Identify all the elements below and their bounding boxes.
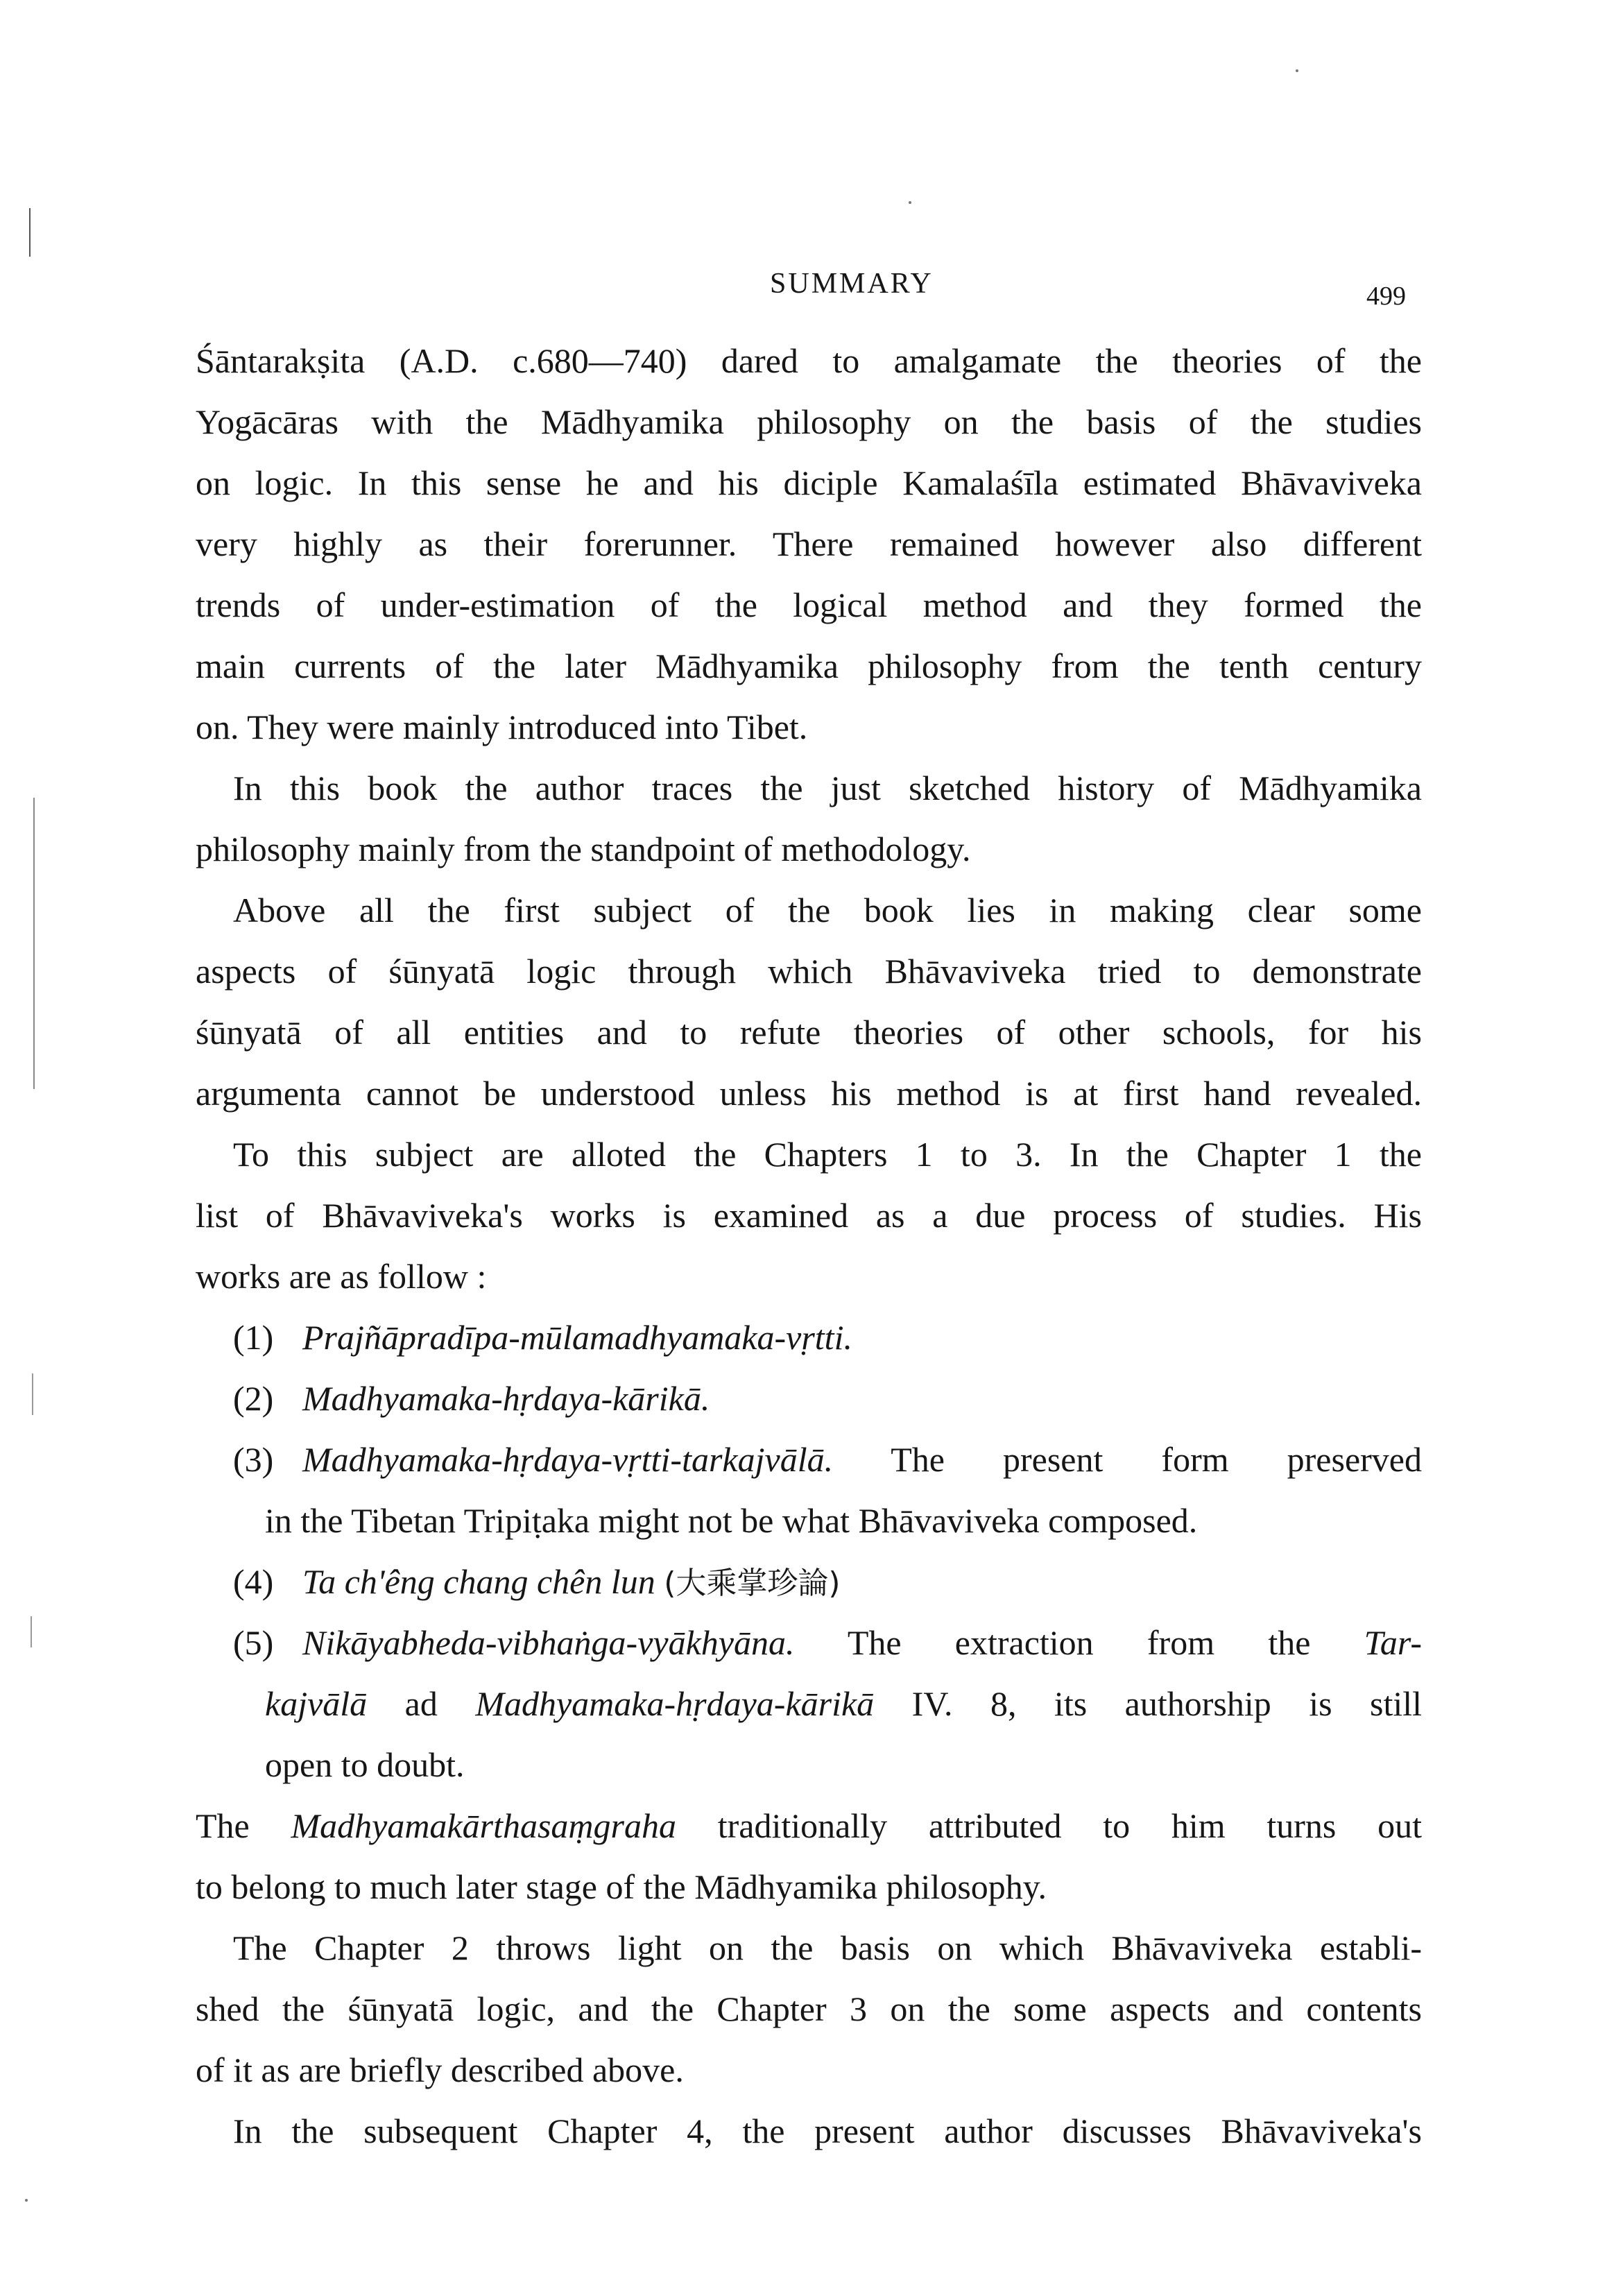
- text-line: shed the śūnyatā logic, and the Chapter 3 on the some aspects and contents: [196, 1989, 1422, 2028]
- work-title-break: Tar-: [1364, 1623, 1422, 1662]
- text-line: Above all the first subject of the book lies in making clear some: [233, 891, 1422, 929]
- scan-speck: [25, 2199, 28, 2202]
- text-line: list of Bhāvaviveka's works is examined as a due process of studies. His: [196, 1196, 1422, 1235]
- work-title: Madhyamakārthasaṃgraha: [291, 1806, 677, 1845]
- work-note: IV. 8, its authorship is still: [911, 1684, 1423, 1723]
- page-number: 499: [1366, 282, 1406, 311]
- text-line: on. They were mainly introduced into Tibet.: [196, 708, 808, 746]
- scan-speck: [1296, 69, 1298, 72]
- item-number: (3): [233, 1440, 274, 1479]
- text-line: to belong to much later stage of the Mādhyamika philosophy.: [196, 1867, 1047, 1906]
- item-number: (5): [233, 1623, 274, 1662]
- text-line: Yogācāras with the Mādhyamika philosophy on the basis of the studies: [196, 402, 1422, 441]
- text-line: In this book the author traces the just sketched history of Mādhyamika: [233, 769, 1422, 807]
- text-line: argumenta cannot be understood unless his method is at first hand revealed.: [196, 1074, 1422, 1113]
- text-line: śūnyatā of all entities and to refute theories of other schools, for his: [196, 1013, 1422, 1052]
- scan-margin-mark: [33, 798, 35, 1089]
- item-number: (2): [233, 1379, 274, 1418]
- work-title: Madhyamaka-hṛdaya-kārikā.: [302, 1379, 710, 1418]
- works-list-item: [233, 1439, 1422, 1480]
- running-head: SUMMARY: [770, 268, 934, 300]
- work-title: Madhyamaka-hṛdaya-vṛtti-tarkajvālā.: [302, 1440, 834, 1479]
- work-title: Ta ch'êng chang chên lun: [302, 1562, 655, 1601]
- works-list-item: [233, 1561, 841, 1604]
- text-line: works are as follow :: [196, 1257, 487, 1296]
- scan-speck: [909, 201, 911, 204]
- work-title: Prajñāpradīpa-mūlamadhyamaka-vṛtti.: [302, 1318, 852, 1357]
- works-list-item: [233, 1622, 1422, 1663]
- item-number: (1): [233, 1318, 274, 1357]
- scan-margin-mark: [29, 208, 31, 257]
- work-note: The present form preserved: [891, 1440, 1422, 1479]
- text-line: Śāntarakṣita (A.D. c.680—740) dared to amalgamate the theories of the: [196, 341, 1422, 380]
- text-line: In the subsequent Chapter 4, the present author discusses Bhāvaviveka's: [233, 2111, 1422, 2150]
- text-line: philosophy mainly from the standpoint of methodology.: [196, 830, 971, 868]
- work-title-cont: kajvālā: [265, 1684, 368, 1723]
- works-list-item-continuation: in the Tibetan Tripiṭaka might not be what Bhāvaviveka composed.: [265, 1501, 1198, 1540]
- item-number: (4): [233, 1562, 274, 1601]
- work-title: Nikāyabheda-vibhaṅga-vyākhyāna.: [302, 1623, 795, 1662]
- text-line: of it as are briefly described above.: [196, 2050, 684, 2089]
- text-line: very highly as their forerunner. There remained however also different: [196, 524, 1422, 563]
- text-line: main currents of the later Mādhyamika philosophy from the tenth century: [196, 646, 1422, 685]
- text-line: [196, 1805, 1422, 1847]
- works-list-item-continuation: open to doubt.: [265, 1745, 465, 1784]
- works-list-item: [233, 1317, 852, 1358]
- text-fragment: traditionally attributed to him turns out: [717, 1806, 1423, 1845]
- text-line: The Chapter 2 throws light on the basis on which Bhāvaviveka establi-: [233, 1928, 1422, 1967]
- text-line: aspects of śūnyatā logic through which Bhāvaviveka tried to demonstrate: [196, 952, 1422, 991]
- works-list-item: [233, 1378, 710, 1419]
- works-list-item-continuation: [265, 1683, 1422, 1724]
- text-line: To this subject are alloted the Chapters 1 to 3. In the Chapter 1 the: [233, 1135, 1422, 1174]
- scan-margin-mark: [32, 1373, 33, 1415]
- text-fragment: The: [196, 1806, 250, 1845]
- scan-margin-mark: [31, 1616, 32, 1647]
- work-note: The extraction from the: [847, 1623, 1311, 1662]
- text-line: trends of under-estimation of the logical method and they formed the: [196, 585, 1422, 624]
- text-line: on logic. In this sense he and his diciple Kamalaśīla estimated Bhāvaviveka: [196, 463, 1422, 502]
- work-cjk-title: (大乘掌珍論): [664, 1566, 841, 1601]
- work-ad: ad: [404, 1684, 438, 1723]
- work-title-ref: Madhyamaka-hṛdaya-kārikā: [475, 1684, 875, 1723]
